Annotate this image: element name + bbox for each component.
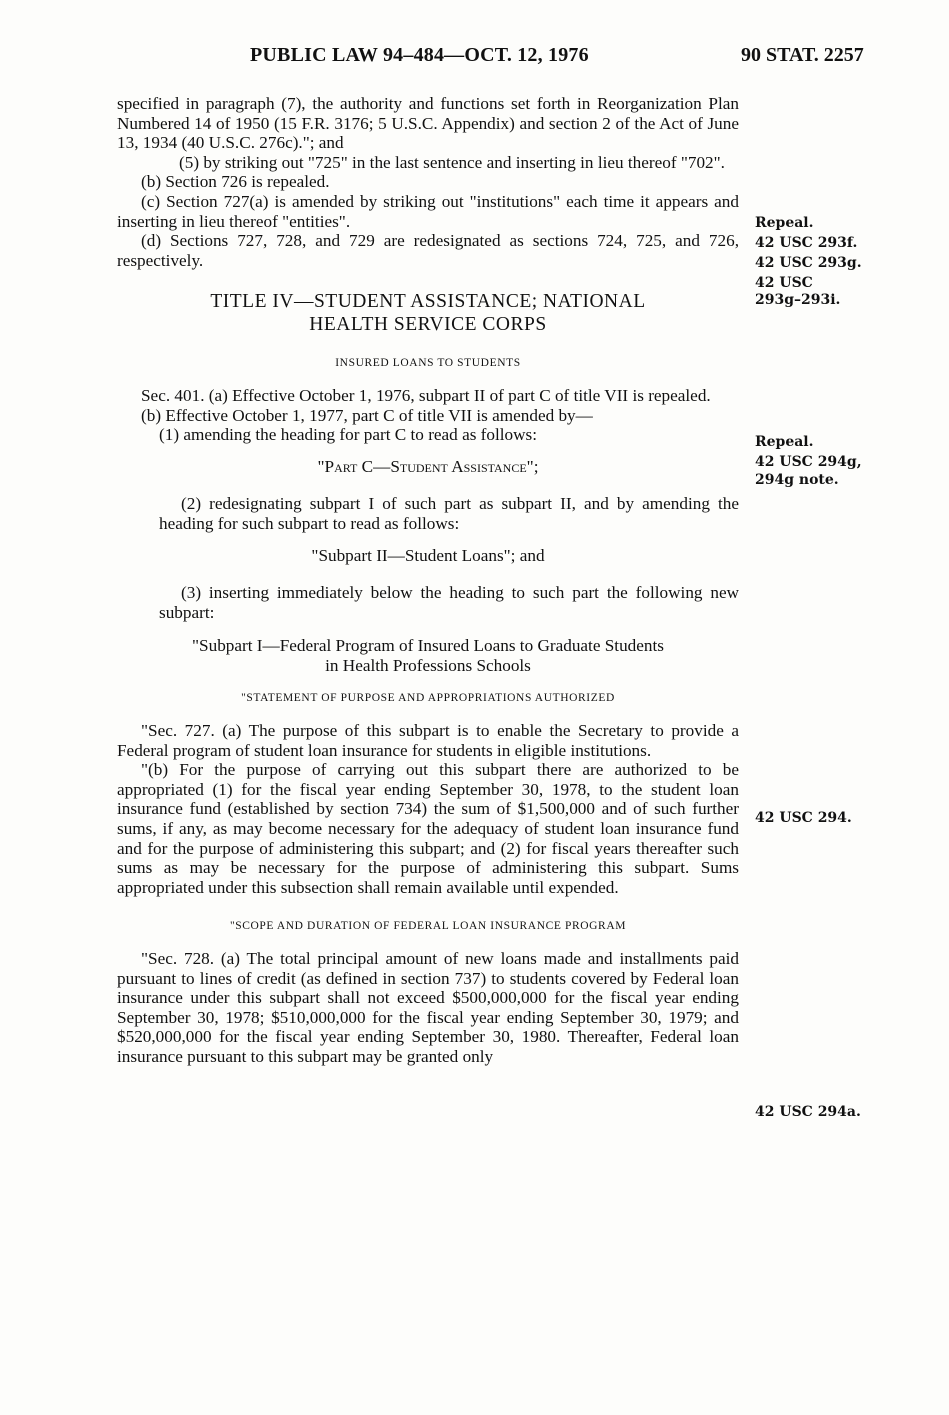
item-3-text: (3) inserting immediately below the heading to such part the following new subpart: bbox=[159, 583, 739, 622]
clause-5 bbox=[117, 153, 739, 173]
stat-page-number: 90 STAT. 2257 bbox=[741, 44, 864, 66]
margin-note-citation: 42 USC 294g, bbox=[755, 454, 862, 470]
title-heading bbox=[117, 290, 739, 336]
quoted-heading-subpart-ii: "Subpart II—Student Loans"; and bbox=[311, 545, 545, 565]
margin-note-citation: 42 USC bbox=[755, 275, 813, 291]
title-line-2: HEALTH SERVICE CORPS bbox=[309, 314, 547, 336]
section-728-a: "Sec. 728. (a) The total principal amount of new loans made and installments paid pursuant to lines of credit (as defined in section 737) to students covered by Federal loan insurance under this subpart shall not exceed $500,000,000 for the fiscal year ending September 30, 1978; $510,000,000 for the fiscal year ending September 30, 1979; and $520,000,000 for the fiscal year ending September 30, 1980. Thereafter, Federal loan insurance pursuant to this subpart may be granted only bbox=[117, 949, 739, 1066]
subsection-c: (c) Section 727(a) is amended by striking out "institutions" each time it appears and inserting in lieu thereof "entities". bbox=[117, 191, 739, 231]
running-title: PUBLIC LAW 94–484—OCT. 12, 1976 bbox=[250, 44, 589, 66]
paragraph-continued: specified in paragraph (7), the authority and functions set forth in Reorganization Plan Numbered 14 of 1950 (15 F.R. 3176; 5 U.S.C. Appendix) and section 2 of the Act of June 13, 1934 (40 U.S.C. 276c)."; and bbox=[117, 94, 739, 153]
item-2 bbox=[117, 494, 739, 533]
margin-note-repeal: Repeal. bbox=[755, 434, 814, 450]
subsection-b: (b) Section 726 is repealed. bbox=[141, 172, 330, 192]
margin-note-citation: 42 USC 294. bbox=[755, 810, 852, 826]
clause-5-text: (5) by striking out "725" in the last sentence and inserting in lieu thereof "702". bbox=[179, 152, 725, 172]
section-727-b: "(b) For the purpose of carrying out this subpart there are authorized to be appropriated (1) for the fiscal year ending September 30, 1978, to the student loan insurance fund (established by section 734) the sum of $1,500,000 and of such further sums, if any, as may become necessary for the adequacy of student loan insurance fund and for the purpose of administering this subpart; and (2) for fiscal years thereafter such sums as may be necessary for the purpose of administering this subpart. Sums appropriated under this subsection shall remain available until expended. bbox=[117, 760, 739, 897]
section-401-a: Sec. 401. (a) Effective October 1, 1976, subpart II of part C of title VII is repealed. bbox=[141, 385, 711, 405]
subpart-i-title bbox=[117, 636, 739, 675]
margin-note-citation: 294g note. bbox=[755, 472, 839, 488]
margin-note-citation: 42 USC 294a. bbox=[755, 1104, 861, 1120]
quoted-heading-part-c bbox=[117, 457, 739, 477]
margin-note-repeal: Repeal. bbox=[755, 215, 814, 231]
subpart-title-line-1: "Subpart I—Federal Program of Insured Loans to Graduate Students bbox=[192, 636, 664, 656]
spacer bbox=[117, 897, 739, 913]
subsection-d: (d) Sections 727, 728, and 729 are redesignated as sections 724, 725, and 726, respectively. bbox=[117, 231, 739, 270]
law-text bbox=[117, 94, 739, 1067]
title-line-1: TITLE IV—STUDENT ASSISTANCE; NATIONAL bbox=[210, 291, 646, 313]
margin-note-citation: 42 USC 293f. bbox=[755, 235, 858, 251]
heading-insured-loans: INSURED LOANS TO STUDENTS bbox=[335, 357, 521, 370]
margin-note-citation: 293g–293i. bbox=[755, 292, 841, 308]
heading-scope: "SCOPE AND DURATION OF FEDERAL LOAN INSURANCE PROGRAM bbox=[229, 920, 627, 933]
section-727-a: "Sec. 727. (a) The purpose of this subpart is to enable the Secretary to provide a Federal program of student loan insurance for students in eligible institutions. bbox=[117, 721, 739, 760]
subpart-title-line-2: in Health Professions Schools bbox=[325, 655, 531, 675]
heading-purpose: "STATEMENT OF PURPOSE AND APPROPRIATIONS AUTHORIZED bbox=[241, 692, 615, 705]
item-2-text: (2) redesignating subpart I of such part as subpart II, and by amending the heading for such subpart to read as follows: bbox=[159, 494, 739, 533]
quoted-heading-part-c-text: "Part C—Student Assistance"; bbox=[317, 456, 539, 476]
margin-note-citation: 42 USC 293g. bbox=[755, 255, 862, 271]
section-401-b: (b) Effective October 1, 1977, part C of title VII is amended by— bbox=[141, 405, 593, 425]
item-1: (1) amending the heading for part C to read as follows: bbox=[159, 425, 538, 445]
page-header bbox=[0, 44, 949, 74]
item-3 bbox=[117, 583, 739, 622]
